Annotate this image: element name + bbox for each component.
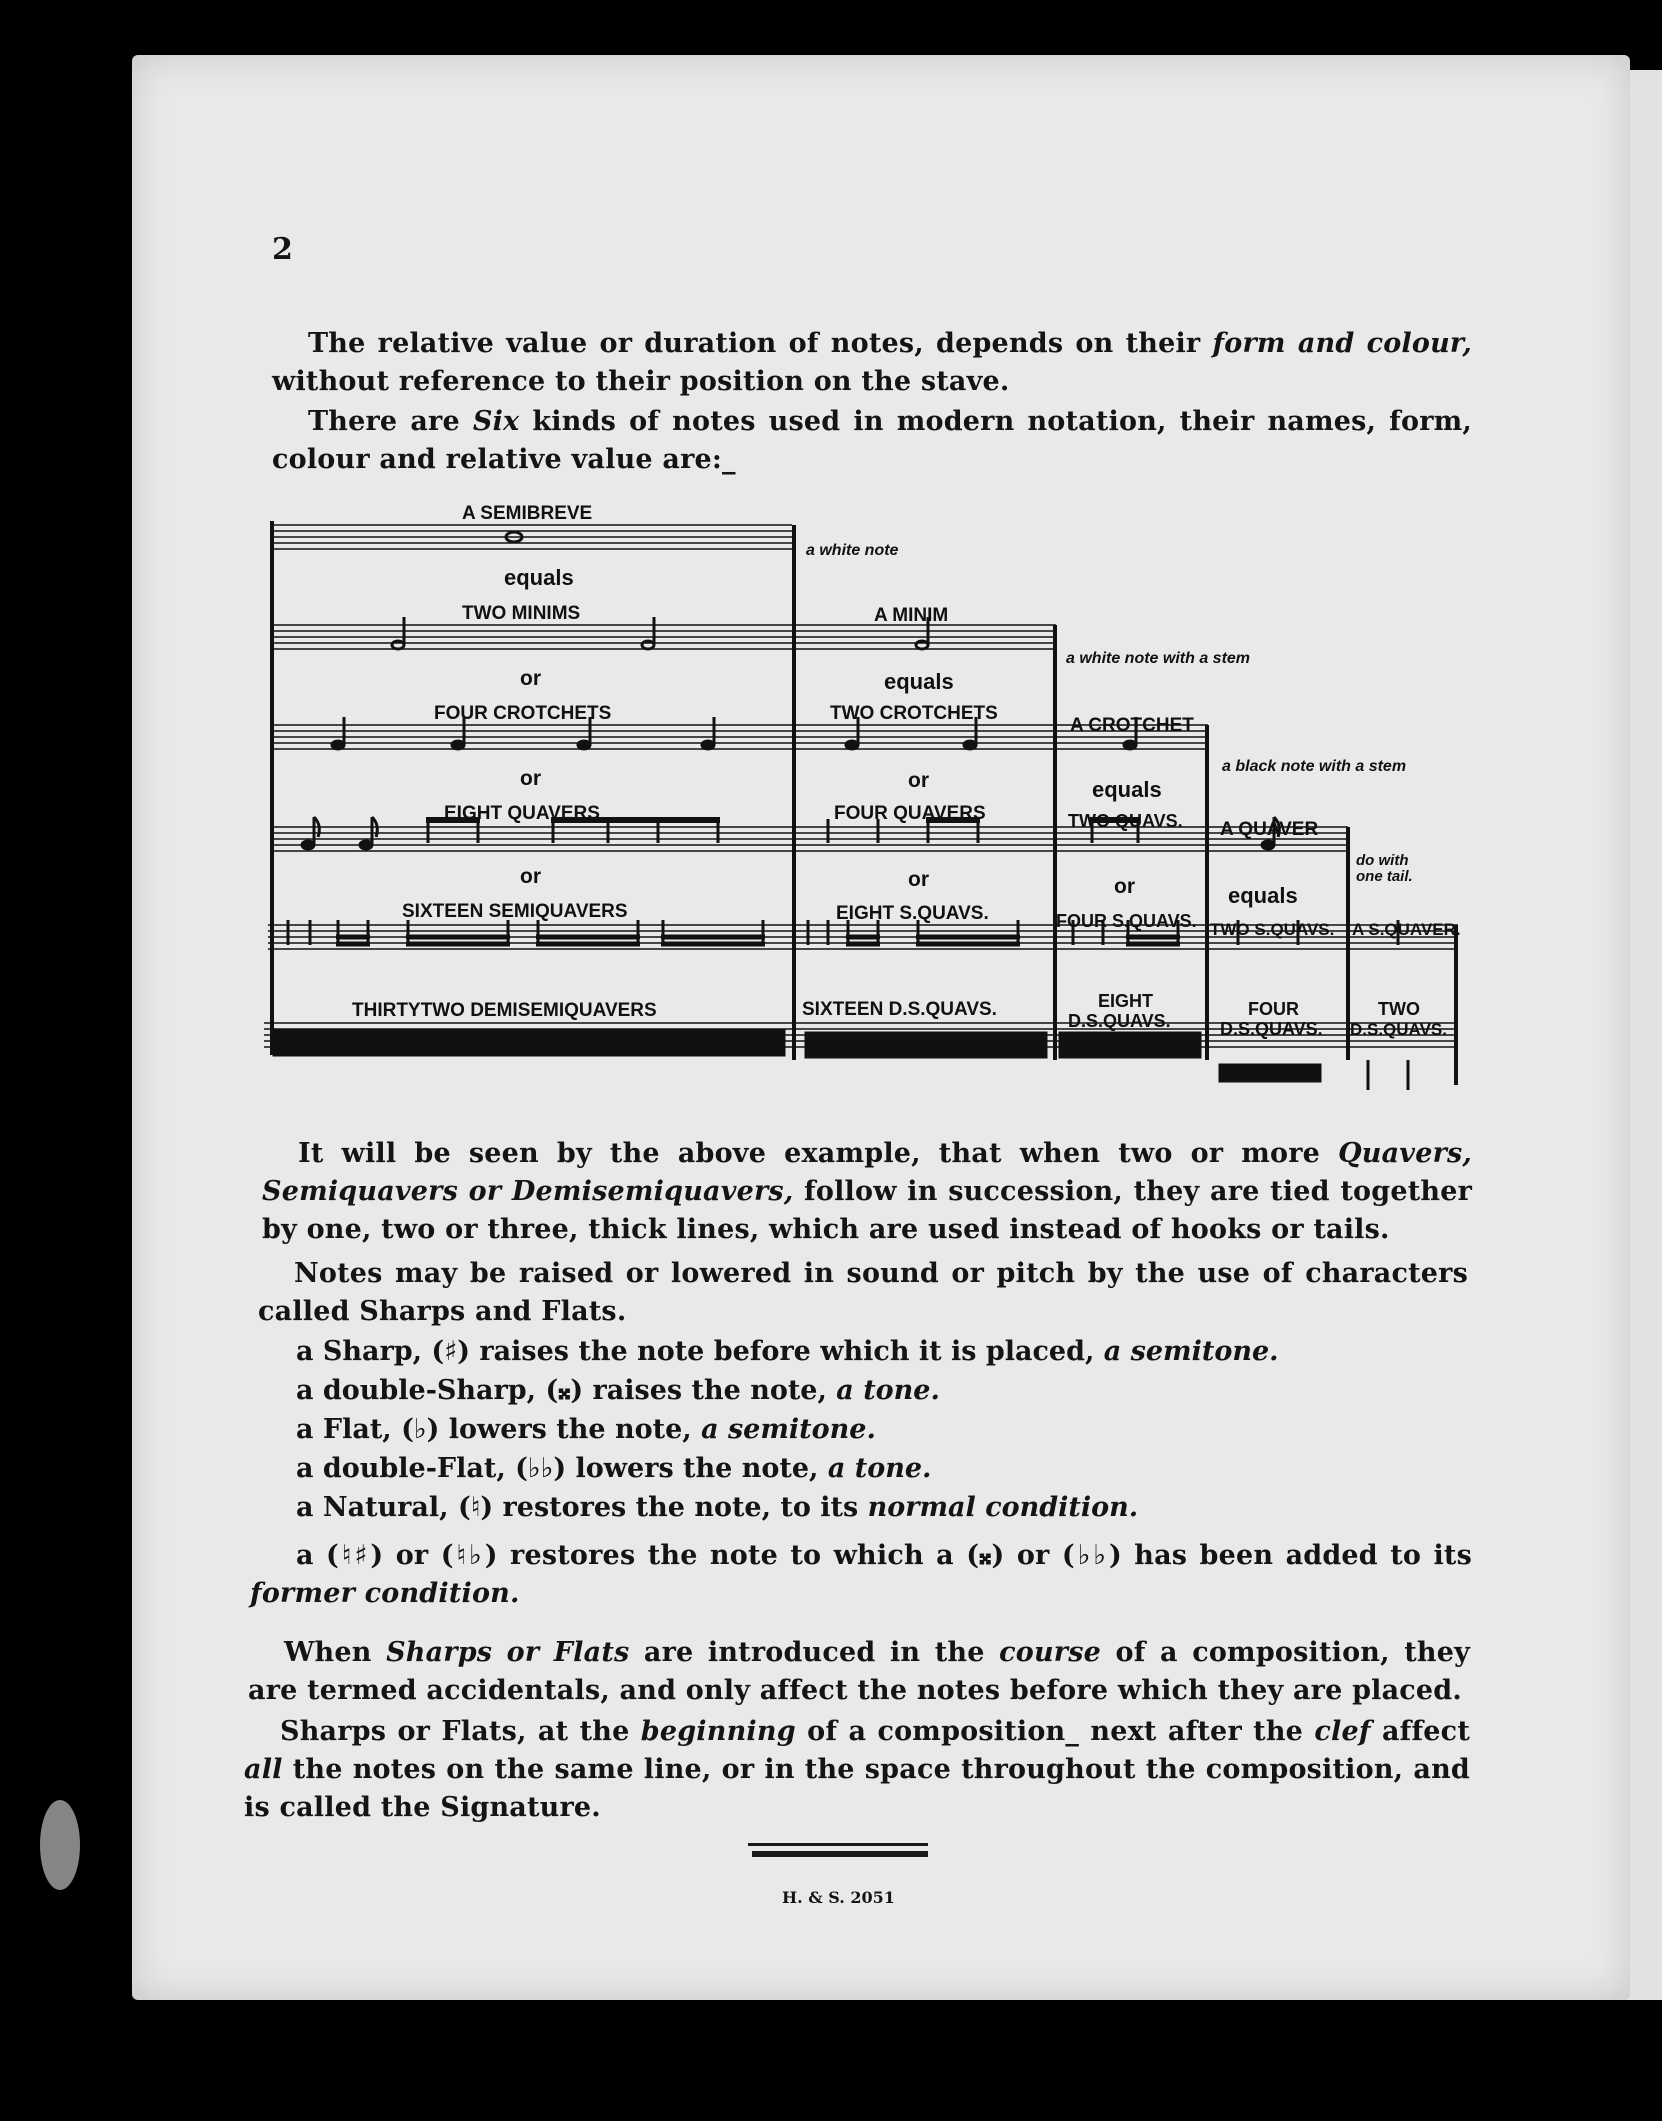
page-number: 2 — [272, 232, 293, 267]
label-or-6: or — [1114, 875, 1135, 898]
example-paragraph — [262, 1135, 1472, 1249]
label-two-minims: TWO MINIMS — [462, 603, 581, 624]
staff-crotchets — [272, 725, 1208, 749]
restore-text: a (♮♯) or (♮♭) restores the note to which a (𝄪) or (♭♭) has been added to its — [296, 1540, 1472, 1571]
label-equals-1: equals — [504, 565, 574, 590]
label-eight-s-quavs: EIGHT S.QUAVS. — [836, 903, 989, 924]
label-four-ds: D.S.QUAVS. — [1220, 1019, 1323, 1039]
label-equals-3: equals — [1092, 777, 1162, 802]
accidental-flat: a Flat, (♭) lowers the note, a semitone. — [296, 1414, 876, 1445]
accidentals-paragraph: When Sharps or Flats are introduced in the course of a composition, they are termed accidentals, and only affect the notes before which they are placed. — [248, 1637, 1470, 1706]
accidental-double-sharp: a double-Sharp, (𝄪) raises the note, a tone. — [296, 1375, 940, 1406]
label-equals-2: equals — [884, 669, 954, 694]
scan-artifact — [40, 1800, 80, 1890]
label-crotchet: A CROTCHET — [1070, 715, 1194, 736]
label-four-s-quavs: FOUR S.QUAVS. — [1056, 911, 1197, 931]
pitch-paragraph — [258, 1255, 1468, 1331]
label-or-5: or — [908, 868, 929, 891]
end-rule-thin — [748, 1843, 928, 1846]
label-two: TWO — [1378, 999, 1420, 1019]
staff-quavers — [270, 827, 1348, 851]
demisemiquaver-notes — [274, 1031, 1408, 1090]
label-two-s-quavs: TWO S.QUAVS. — [1210, 920, 1335, 939]
label-or-4: or — [908, 769, 929, 792]
signature-paragraph: Sharps or Flats, at the beginning of a composition_ next after the clef affect all the notes on the same line, or in the space throughout the composition, and is called the Signature. — [244, 1716, 1470, 1823]
label-or-1: or — [520, 667, 541, 690]
intro-text-end: without reference to their position on the stave. — [272, 366, 1010, 397]
label-sixteen-semiquavers: SIXTEEN SEMIQUAVERS — [402, 901, 628, 922]
staff-minims — [272, 625, 1056, 649]
kinds-emphasis: Six — [472, 406, 520, 437]
label-one-tail: one tail. — [1356, 868, 1413, 885]
end-rule-thick — [752, 1851, 928, 1857]
pitch-text: Notes may be raised or lowered in sound or pitch by the use of characters called Sharps and Flats. — [258, 1258, 1468, 1327]
accidentals-list — [296, 1332, 1476, 1527]
label-minim: A MINIM — [874, 605, 949, 626]
label-four-quavers: FOUR QUAVERS — [834, 803, 986, 824]
restore-line — [250, 1537, 1472, 1613]
label-eight-quavers: EIGHT QUAVERS — [444, 803, 600, 824]
example-text: It will be seen by the above example, that when two or more — [298, 1138, 1339, 1169]
label-four: FOUR — [1248, 999, 1299, 1019]
label-two-ds: D.S.QUAVS. — [1350, 1020, 1447, 1039]
intro-paragraph — [272, 325, 1472, 401]
label-black-note-stem: a black note with a stem — [1222, 758, 1407, 775]
example-text-end: follow in succession, they are tied together by one, two or three, thick lines, which are used instead of hooks or tails. — [262, 1176, 1472, 1245]
intro-text: The relative value or duration of notes, depends on their — [308, 328, 1213, 359]
staff-semibreve — [272, 525, 792, 549]
label-eight: EIGHT — [1098, 991, 1154, 1011]
label-quaver: A QUAVER — [1220, 819, 1319, 840]
label-four-crotchets: FOUR CROTCHETS — [434, 703, 612, 724]
label-equals-4: equals — [1228, 883, 1298, 908]
label-sixteen-ds-quavs: SIXTEEN D.S.QUAVS. — [802, 999, 997, 1020]
label-two-crotchets: TWO CROTCHETS — [830, 703, 998, 724]
kinds-text: There are — [308, 406, 473, 437]
kinds-paragraph — [272, 403, 1472, 479]
label-do-with: do with — [1356, 852, 1409, 869]
accidental-sharp: a Sharp, (♯) raises the note before which it is placed, a semitone. — [296, 1336, 1279, 1367]
example-emphasis: Quavers, Semiquavers or Demisemiquavers, — [262, 1138, 1472, 1207]
label-eight-ds: D.S.QUAVS. — [1068, 1011, 1171, 1031]
label-white-note: a white note — [806, 542, 899, 559]
accidental-natural: a Natural, (♮) restores the note, to its normal condition. — [296, 1492, 1139, 1523]
label-thirtytwo: THIRTYTWO DEMISEMIQUAVERS — [352, 1000, 657, 1021]
label-or-3: or — [520, 865, 541, 888]
label-white-note-stem: a white note with a stem — [1066, 650, 1251, 667]
label-two-quavs: TWO QUAVS. — [1068, 811, 1183, 831]
label-semibreve: A SEMIBREVE — [462, 503, 593, 524]
note-values-diagram — [258, 495, 1478, 1095]
accidental-double-flat: a double-Flat, (♭♭) lowers the note, a tone. — [296, 1453, 932, 1484]
label-s-quaver: A S.QUAVER. — [1352, 920, 1461, 939]
restore-emphasis: former condition. — [250, 1578, 520, 1609]
label-or-2: or — [520, 767, 541, 790]
kinds-text-end: kinds of notes used in modern notation, their names, form, colour and relative value are:_ — [272, 406, 1472, 475]
plate-number: H. & S. 2051 — [782, 1888, 895, 1907]
intro-emphasis: form and colour, — [1212, 328, 1472, 359]
